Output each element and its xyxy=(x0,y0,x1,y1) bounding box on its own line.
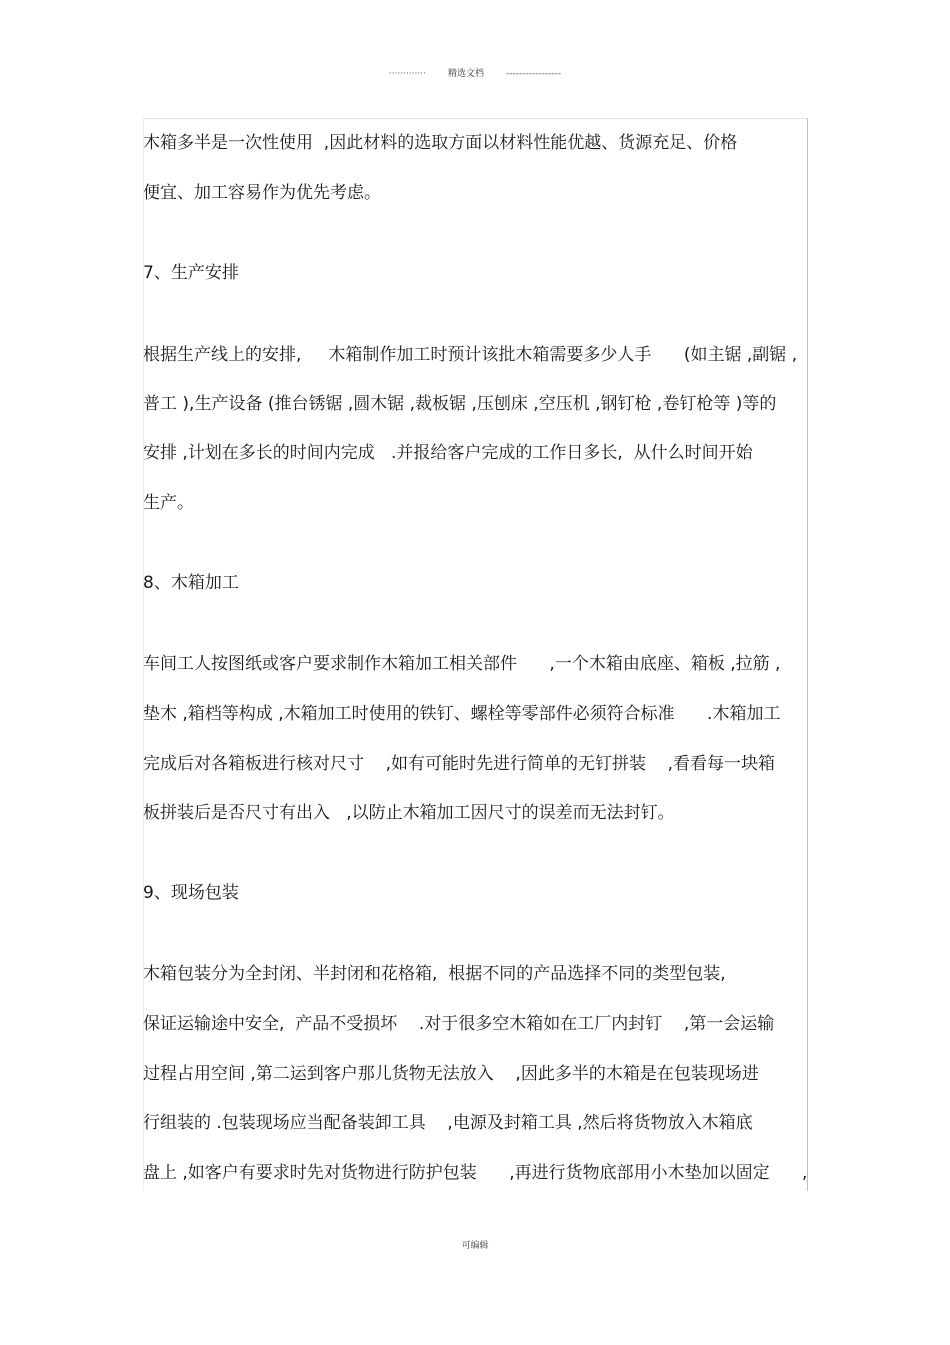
text-line: 盘上 ,如客户有要求时先对货物进行防护包装 ,再进行货物底部用小木垫加以固定 , xyxy=(143,1163,808,1183)
section-heading: 8、木箱加工 xyxy=(143,573,239,593)
text-line: 行组装的 .包装现场应当配备装卸工具 ,电源及封箱工具 ,然后将货物放入木箱底 xyxy=(143,1113,753,1133)
text-line: 便宜、加工容易作为优先考虑。 xyxy=(143,183,381,203)
text-line: 板拼装后是否尺寸有出入 ,以防止木箱加工因尺寸的误差而无法封钉。 xyxy=(143,803,675,823)
text-line: 过程占用空间 ,第二运到客户那儿货物无法放入 ,因此多半的木箱是在包装现场进 xyxy=(143,1064,759,1084)
text-line: 木箱包装分为全封闭、半封闭和花格箱, 根据不同的产品选择不同的类型包装, xyxy=(143,964,726,984)
header-left-dashes: ············· xyxy=(388,69,426,79)
text-line: 保证运输途中安全, 产品不受损坏 .对于很多空木箱如在工厂内封钉 ,第一会运输 xyxy=(143,1014,775,1034)
section-heading: 9、现场包装 xyxy=(143,883,239,903)
header-right-dashes: ----------------- xyxy=(506,69,562,79)
text-line: 普工 ),生产设备 (推台锈锯 ,圆木锯 ,裁板锯 ,压刨床 ,空压机 ,钢钉枪 ,卷钉枪等 )等的 xyxy=(143,394,777,414)
text-line: 安排 ,计划在多长的时间内完成 .并报给客户完成的工作日多长, 从什么时间开始 xyxy=(143,443,753,463)
text-line: 车间工人按图纸或客户要求制作木箱加工相关部件 ,一个木箱由底座、箱板 ,拉筋 , xyxy=(143,654,781,674)
text-line: 垫木 ,箱档等构成 ,木箱加工时使用的铁钉、螺栓等零部件必须符合标准 .木箱加工 xyxy=(143,704,781,724)
page-header xyxy=(0,66,950,79)
text-line: 完成后对各箱板进行核对尺寸 ,如有可能时先进行简单的无钉拼装 ,看看每一块箱 xyxy=(143,754,776,774)
text-line: 根据生产线上的安排, 木箱制作加工时预计该批木箱需要多少人手 (如主锯 ,副锯 , xyxy=(143,345,798,365)
footer-label: 可编辑 xyxy=(461,1241,489,1251)
section-heading: 7、生产安排 xyxy=(143,263,239,283)
header-label: 精选文档 xyxy=(447,69,484,79)
text-line: 木箱多半是一次性使用 ,因此材料的选取方面以材料性能优越、货源充足、价格 xyxy=(143,133,738,153)
page-footer xyxy=(0,1238,950,1251)
text-line: 生产。 xyxy=(143,493,194,513)
